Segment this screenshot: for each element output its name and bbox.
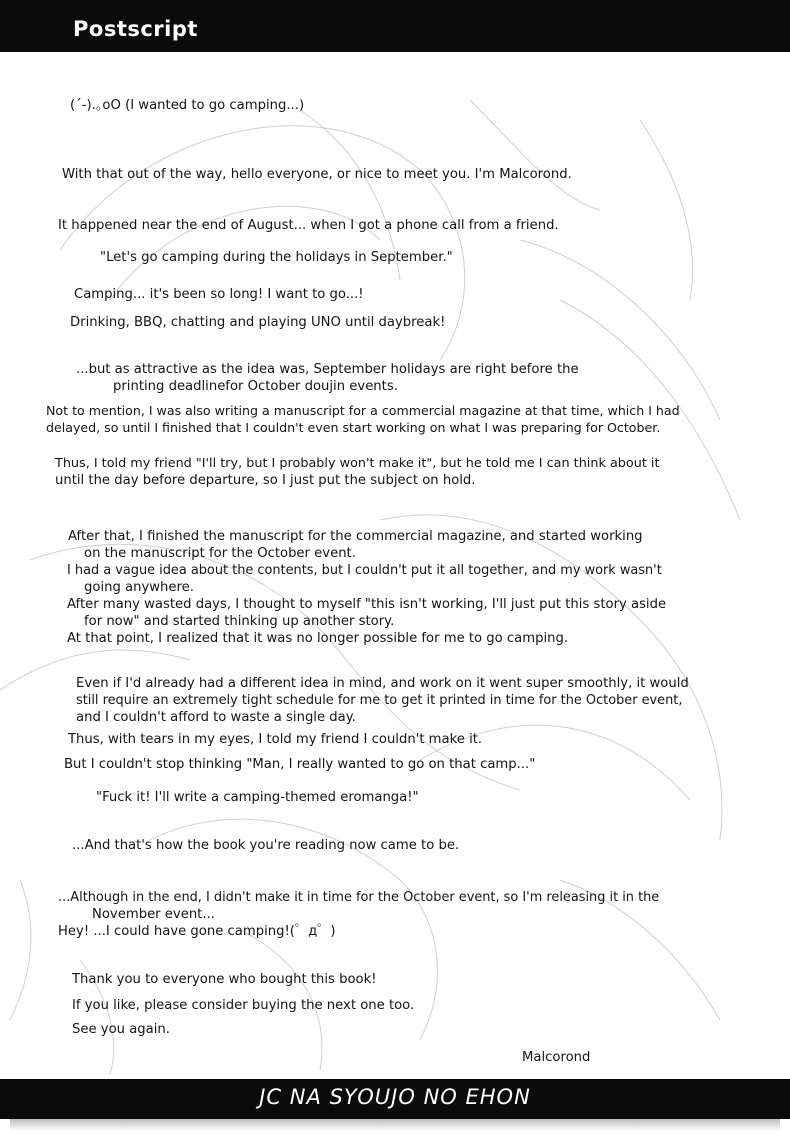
- body-line: Not to mention, I was also writing a manuscript for a commercial magazine at that time, which I had: [46, 403, 680, 418]
- body-line: ...but as attractive as the idea was, September holidays are right before the: [76, 362, 579, 377]
- body-line: It happened near the end of August... when I got a phone call from a friend.: [58, 218, 559, 233]
- body-line: With that out of the way, hello everyone, or nice to meet you. I'm Malcorond.: [62, 167, 572, 182]
- body-line: for now" and started thinking up another story.: [84, 614, 395, 629]
- signature: Malcorond: [522, 1050, 591, 1065]
- body-line: If you like, please consider buying the next one too.: [72, 998, 415, 1013]
- body-line: "Fuck it! I'll write a camping-themed eromanga!": [96, 790, 419, 805]
- body-line: After many wasted days, I thought to myself "this isn't working, I'll just put this story aside: [67, 597, 667, 612]
- body-line: on the manuscript for the October event.: [84, 546, 356, 561]
- page-shadow: [10, 1119, 780, 1131]
- body-line: Hey! ...I could have gone camping!(゜д゜): [58, 924, 336, 939]
- body-line: See you again.: [72, 1022, 170, 1037]
- body-line: I had a vague idea about the contents, but I couldn't put it all together, and my work wasn't: [67, 563, 662, 578]
- body-line: ...Although in the end, I didn't make it in time for the October event, so I'm releasing it in the: [58, 890, 660, 905]
- header-bar: [0, 0, 790, 52]
- body-line: Thus, with tears in my eyes, I told my friend I couldn't make it.: [68, 732, 483, 747]
- body-line: until the day before departure, so I just put the subject on hold.: [55, 473, 476, 488]
- book-title: JC NA SYOUJO NO EHON: [259, 1085, 531, 1109]
- page-title: Postscript: [73, 17, 198, 41]
- body-line: going anywhere.: [84, 580, 194, 595]
- body-line: delayed, so until I finished that I couldn't even start working on what I was preparing for October.: [46, 420, 661, 435]
- body-line: (´-).｡oO (I wanted to go camping...): [70, 98, 305, 113]
- body-line: November event...: [92, 907, 215, 922]
- body-line: "Let's go camping during the holidays in September.": [100, 250, 453, 265]
- body-line: Thank you to everyone who bought this book!: [72, 972, 377, 987]
- body-line: At that point, I realized that it was no longer possible for me to go camping.: [67, 631, 569, 646]
- footer-bar: [0, 1079, 790, 1119]
- body-line: But I couldn't stop thinking "Man, I really wanted to go on that camp...": [64, 757, 536, 772]
- body-line: ...And that's how the book you're reading now came to be.: [72, 838, 460, 853]
- body-line: and I couldn't afford to waste a single day.: [76, 710, 356, 725]
- body-line: Thus, I told my friend "I'll try, but I probably won't make it", but he told me I can think about it: [55, 456, 660, 471]
- body-line: still require an extremely tight schedule for me to get it printed in time for the October event,: [76, 693, 683, 708]
- body-line: After that, I finished the manuscript for the commercial magazine, and started working: [68, 529, 643, 544]
- body-line: printing deadlinefor October doujin events.: [113, 379, 398, 394]
- body-line: Even if I'd already had a different idea in mind, and work on it went super smoothly, it would: [76, 676, 689, 691]
- body-line: Drinking, BBQ, chatting and playing UNO until daybreak!: [70, 315, 446, 330]
- body-line: Camping... it's been so long! I want to go...!: [74, 287, 364, 302]
